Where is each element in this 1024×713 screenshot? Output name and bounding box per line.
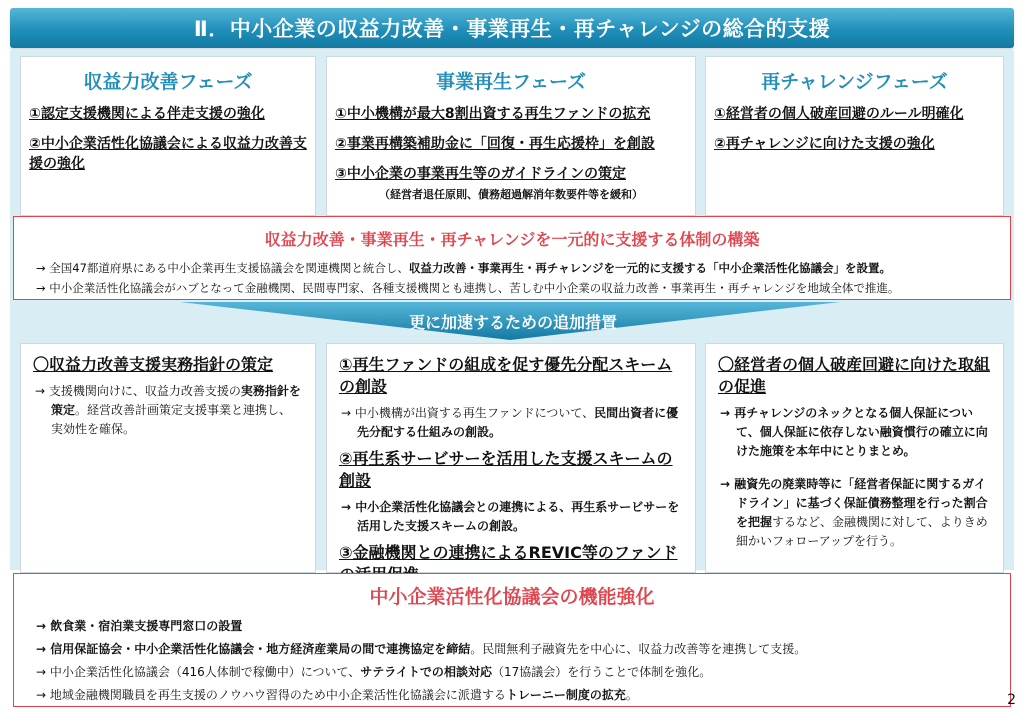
measure-text-bold: 民間出資者に優先分配する仕組みの創設。 — [357, 406, 679, 439]
integration-text-bold: 収益力改善・事業再生・再チャレンジを一元的に支援する「中小企業活性化協議会」を設置。 — [408, 261, 891, 275]
phase-item: ①中小機構が最大8割出資する再生ファンドの拡充 — [335, 106, 651, 122]
council-text: → 中小企業活性化協議会（416人体制で稼働中）について、 — [36, 665, 361, 679]
page-title-banner — [10, 8, 1014, 48]
measure-text: するなど、金融機関に対して、よりきめ細かいフォローアップを行う。 — [736, 515, 988, 548]
phase-title: 事業再生フェーズ — [435, 71, 587, 93]
phase-item: ②再チャレンジに向けた支援の強化 — [714, 136, 935, 152]
council-text: （17協議会）を行うことで体制を強化。 — [491, 665, 712, 679]
council-text-bold: トレーニー制度の拡充 — [505, 688, 626, 702]
measure-text: → 中小機構が出資する再生ファンドについて、 — [341, 406, 595, 420]
measure-column-3 — [705, 343, 1004, 573]
council-line — [14, 661, 1010, 684]
measure-body: → 中小企業活性化協議会との連携による、再生系サービサーを活用した支援スキームの創設。 — [341, 500, 680, 533]
phase-item: ②事業再構築補助金に「回復・再生応援枠」を創設 — [335, 136, 655, 152]
council-text: → 地域金融機関職員を再生支援のノウハウ習得のため中小企業活性化協議会に派遣する — [36, 688, 506, 702]
council-line — [14, 684, 1010, 707]
measure-text: → 支援機関向けに、収益力改善支援の — [35, 384, 241, 398]
council-strengthening-box — [13, 573, 1011, 707]
measure-body: → 再チャレンジのネックとなる個人保証について、個人保証に依存しない融資慣行の確立に向けた施策を本年中にとりまとめ。 — [720, 406, 988, 458]
council-line — [14, 638, 1010, 661]
phase-item: ①経営者の個人破産回避のルール明確化 — [714, 106, 964, 122]
measure-text: 。経営改善計画策定支援事業と連携し、実効性を確保。 — [51, 403, 292, 436]
measure-body — [21, 376, 315, 439]
measure-heading: 〇収益力改善支援実務指針の策定 — [33, 355, 274, 374]
integration-line: → 中小企業活性化協議会がハブとなって金融機関、民間専門家、各種支援機関とも連携し、苦しむ中小企業の収益力改善・事業再生・再チャレンジを地域全体で推進。 — [36, 281, 900, 295]
integration-text: → 全国47都道府県にある中小企業再生支援協議会を関連機関と統合し、 — [36, 261, 409, 275]
council-text: 。民間無利子融資先を中心に、収益力改善等を連携して支援。 — [470, 642, 807, 656]
additional-measures-title: 更に加速するための追加措置 — [408, 313, 617, 332]
council-text-bold: サテライトでの相談対応 — [360, 665, 492, 679]
integration-line — [14, 258, 1010, 278]
council-line: → 飲食業・宿泊業支援専門窓口の設置 — [36, 619, 243, 633]
measure-heading: ①再生ファンドの組成を促す優先分配スキームの創設 — [339, 355, 673, 396]
measure-column-2 — [326, 343, 696, 573]
integration-box — [13, 216, 1011, 300]
page-number: 2 — [1007, 692, 1016, 708]
integration-title: 収益力改善・事業再生・再チャレンジを一元的に支援する体制の構築 — [264, 230, 760, 249]
measure-body — [706, 461, 1003, 551]
page-title: Ⅱ．中小企業の収益力改善・事業再生・再チャレンジの総合的支援 — [193, 17, 831, 41]
phase-note: （経営者退任原則、債務超過解消年数要件等を緩和） — [379, 188, 643, 201]
council-title: 中小企業活性化協議会の機能強化 — [369, 586, 655, 608]
phase-column-rebuild — [326, 56, 696, 216]
measure-body — [327, 398, 695, 442]
measure-text-bold: → 融資先の廃業時等に「経営者保証に関するガイドライン」に基づく保証債務整理を行った割合を把握 — [720, 477, 988, 529]
phase-item: ②中小企業活性化協議会による収益力改善支援の強化 — [29, 136, 307, 172]
phase-column-revenue — [20, 56, 316, 216]
measure-column-1 — [20, 343, 316, 573]
phase-column-rechallenge — [705, 56, 1004, 216]
phase-title: 収益力改善フェーズ — [83, 71, 253, 93]
phase-item: ③中小企業の事業再生等のガイドラインの策定 — [335, 166, 627, 182]
phase-item: ①認定支援機関による伴走支援の強化 — [29, 106, 265, 122]
council-text: 。 — [625, 688, 638, 702]
measure-text-bold: 実務指針を策定 — [51, 384, 301, 417]
phase-title: 再チャレンジフェーズ — [761, 71, 948, 93]
council-text-bold: → 信用保証協会・中小企業活性化協議会・地方経済産業局の間で連携協定を締結 — [36, 642, 471, 656]
measure-heading: 〇経営者の個人破産回避に向けた取組の促進 — [718, 355, 991, 396]
measure-heading: ③金融機関との連携によるREVIC等のファンド — [339, 543, 678, 562]
measure-heading: ②再生系サービサーを活用した支援スキームの創設 — [339, 449, 673, 490]
